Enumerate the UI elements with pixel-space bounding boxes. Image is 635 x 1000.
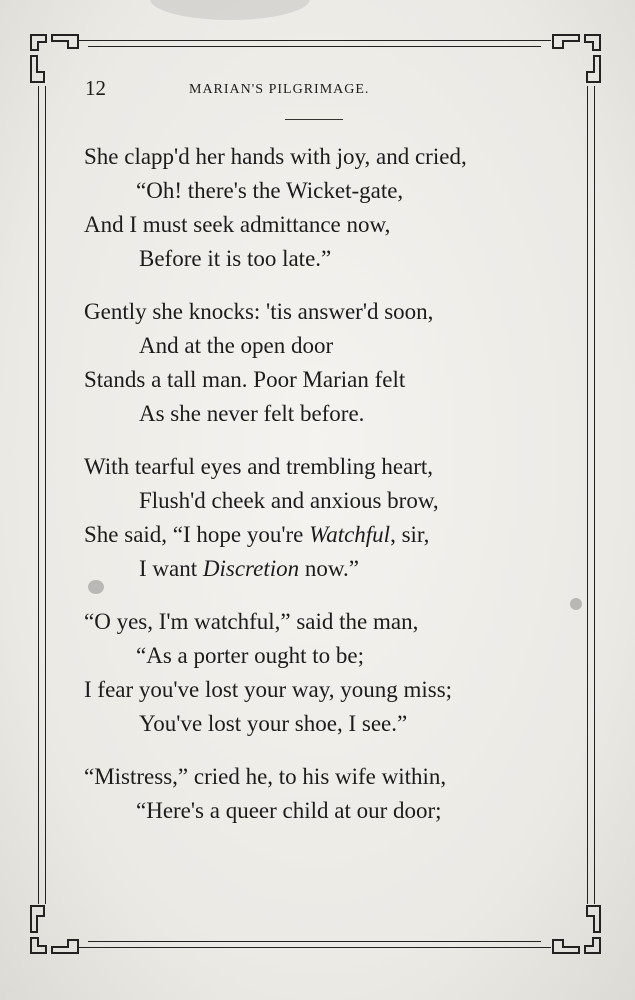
stanza <box>84 295 554 431</box>
poem-line: I fear you've lost your way, young miss; <box>84 677 453 702</box>
corner-ornament-top-right <box>549 32 603 86</box>
line-text: , sir, <box>390 522 430 547</box>
page-number: 12 <box>85 76 106 100</box>
corner-ornament-bottom-left <box>28 902 82 956</box>
poem-line: Before it is too late.” <box>139 246 332 271</box>
corner-ornament-top-left <box>28 32 82 86</box>
poem-text <box>84 140 554 847</box>
stanza <box>84 140 554 276</box>
poem-line <box>84 552 554 586</box>
stanza <box>84 760 554 828</box>
poem-line: As she never felt before. <box>139 401 365 426</box>
poem-line: “Mistress,” cried he, to his wife within, <box>84 764 447 789</box>
poem-line: Gently she knocks: 'tis answer'd soon, <box>84 299 434 324</box>
poem-line <box>84 518 554 552</box>
poem-line: Stands a tall man. Poor Marian felt <box>84 367 406 392</box>
stanza <box>84 450 554 586</box>
line-text: now.” <box>299 556 359 581</box>
page-header <box>85 76 545 104</box>
poem-line: You've lost your shoe, I see.” <box>139 711 408 736</box>
header-rule <box>285 119 343 120</box>
poem-line: And I must seek admittance now, <box>84 212 391 237</box>
poem-line: “Here's a queer child at our door; <box>136 798 442 823</box>
poem-line: With tearful eyes and trembling heart, <box>84 454 434 479</box>
line-text: I want <box>139 556 203 581</box>
poem-line: Flush'd cheek and anxious brow, <box>139 488 439 513</box>
poem-line: And at the open door <box>139 333 334 358</box>
poem-line: “Oh! there's the Wicket-gate, <box>136 178 404 203</box>
poem-line: “O yes, I'm watchful,” said the man, <box>84 609 419 634</box>
corner-ornament-bottom-right <box>549 902 603 956</box>
poem-line: “As a porter ought to be; <box>136 643 365 668</box>
running-title: MARIAN'S PILGRIMAGE. <box>189 82 370 97</box>
emphasis-text: Watchful <box>309 522 391 547</box>
ink-spot <box>570 598 582 610</box>
poem-line: She clapp'd her hands with joy, and cried, <box>84 144 467 169</box>
stanza <box>84 605 554 741</box>
emphasis-text: Discretion <box>202 556 300 581</box>
line-text: She said, “I hope you're <box>84 522 310 547</box>
